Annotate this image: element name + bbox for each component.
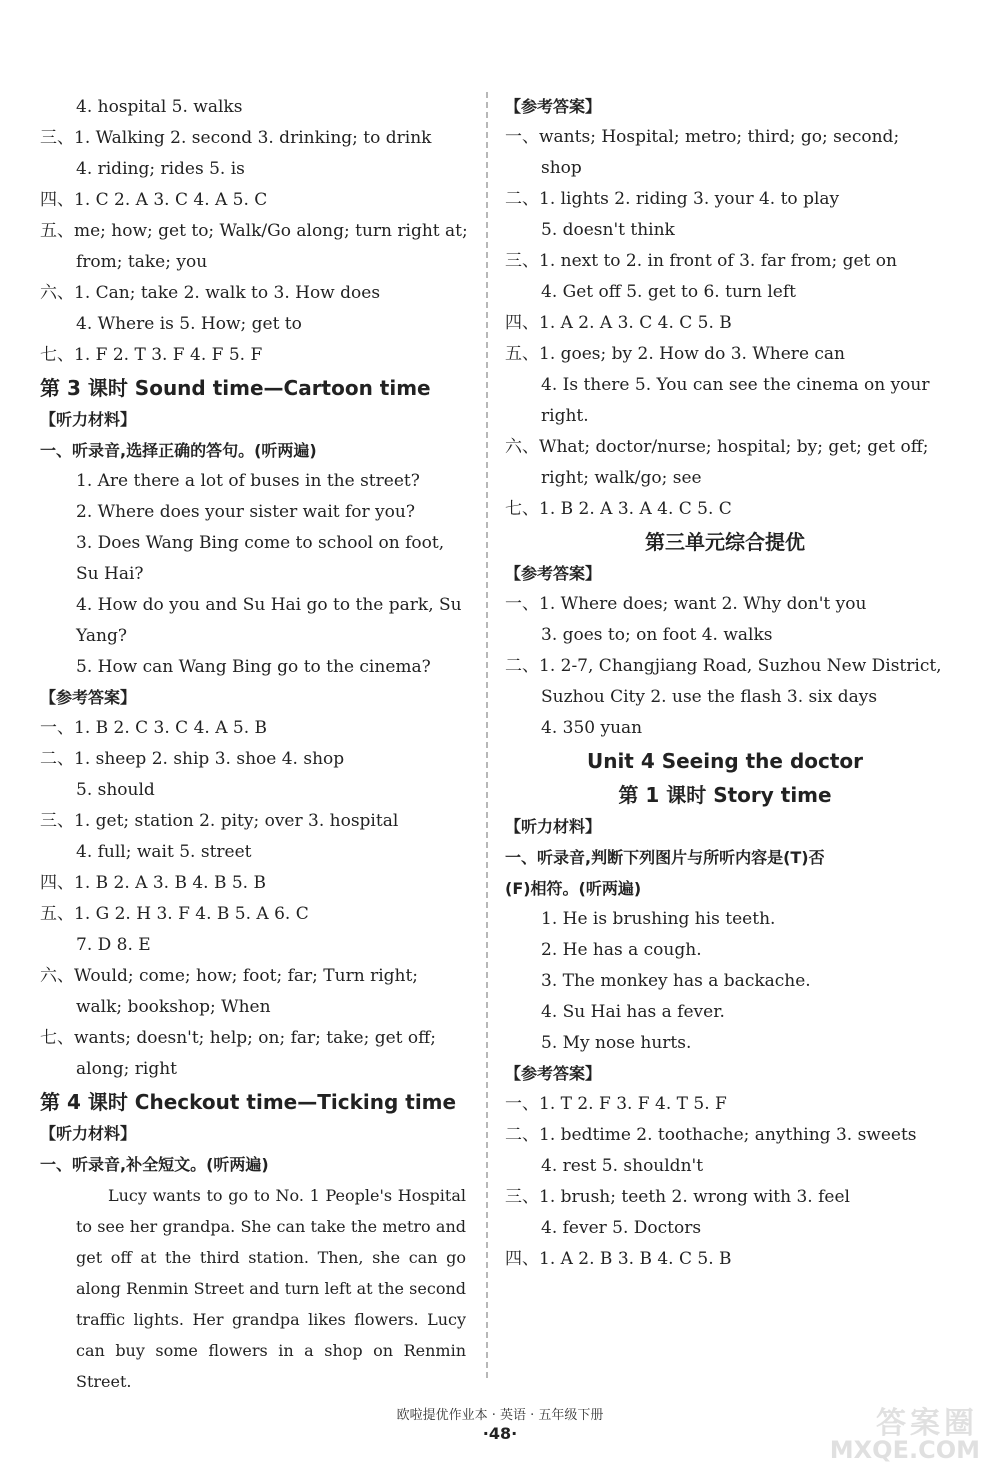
answer-line: 六、1. Can; take 2. walk to 3. How does	[40, 283, 381, 303]
answer-line: 4. rest 5. shouldn't	[541, 1156, 704, 1176]
answer-line: 三、1. brush; teeth 2. wrong with 3. feel	[505, 1187, 850, 1207]
answer-line: 四、1. B 2. A 3. B 4. B 5. B	[40, 873, 266, 893]
footer-book-title: 欧啦提优作业本 · 英语 · 五年级下册	[396, 1408, 604, 1423]
answer-line: 四、1. A 2. A 3. C 4. C 5. B	[505, 313, 732, 333]
answer-line: right; walk/go; see	[541, 468, 702, 488]
answer-line: 六、Would; come; how; foot; far; Turn right;	[40, 966, 419, 986]
answer-line: 4. fever 5. Doctors	[541, 1218, 702, 1238]
answer-line: 五、1. G 2. H 3. F 4. B 5. A 6. C	[40, 904, 309, 924]
answer-line: 2. He has a cough.	[541, 940, 702, 960]
answer-line: shop	[541, 158, 582, 178]
section-heading: 第 4 课时 Checkout time—Ticking time	[40, 1090, 457, 1114]
answer-line: 三、1. Walking 2. second 3. drinking; to drink	[40, 128, 432, 148]
answer-line: 1. Are there a lot of buses in the street?	[76, 471, 420, 491]
answer-line: from; take; you	[76, 252, 208, 272]
answer-line: 七、wants; doesn't; help; on; far; take; get off;	[40, 1028, 436, 1048]
section-heading: 第三单元综合提优	[645, 530, 805, 554]
answer-line: 1. He is brushing his teeth.	[541, 909, 776, 929]
answer-line: 六、What; doctor/nurse; hospital; by; get; get off;	[505, 437, 929, 457]
bracket-label: 【参考答案】	[40, 688, 137, 707]
answer-line: 四、1. C 2. A 3. C 4. A 5. C	[40, 190, 268, 210]
watermark-text: 答案圈	[876, 1406, 978, 1441]
answer-line: 一、wants; Hospital; metro; third; go; second;	[505, 127, 900, 147]
answer-line: 一、1. Where does; want 2. Why don't you	[505, 594, 867, 614]
bracket-label: 【听力材料】	[505, 817, 602, 836]
answer-line: 5. How can Wang Bing go to the cinema?	[76, 657, 431, 677]
question-prompt: (F)相符。(听两遍)	[505, 879, 642, 898]
answer-line: 5. My nose hurts.	[541, 1033, 692, 1053]
answer-line: 3. Does Wang Bing come to school on foot,	[76, 533, 445, 553]
watermark-url: MXQE.COM	[829, 1436, 980, 1464]
section-heading: Unit 4 Seeing the doctor	[586, 749, 864, 773]
answer-line: 4. Is there 5. You can see the cinema on your	[541, 375, 930, 395]
answer-line: 4. full; wait 5. street	[76, 842, 252, 862]
listening-passage: Lucy wants to go to No. 1 People's Hospital to see her grandpa. She can take the metro and get off at the third station. Then, she can go along Renmin Street and turn left at the second traffic lights. Her grandpa likes flowers. Lucy can buy some flowers in a shop on Renmin Street.	[76, 1186, 466, 1391]
bracket-label: 【参考答案】	[505, 564, 602, 583]
answer-line: Su Hai?	[76, 564, 144, 584]
answer-line: 二、1. lights 2. riding 3. your 4. to play	[505, 189, 840, 209]
answer-line: 4. riding; rides 5. is	[76, 159, 245, 179]
answer-line: Suzhou City 2. use the flash 3. six days	[541, 687, 878, 707]
watermark-logo	[766, 1398, 986, 1468]
answer-line: 4. How do you and Su Hai go to the park, Su	[76, 595, 462, 615]
bracket-label: 【听力材料】	[40, 1124, 137, 1143]
section-heading: 第 3 课时 Sound time—Cartoon time	[40, 376, 431, 400]
bracket-label: 【听力材料】	[40, 410, 137, 429]
answer-line: 五、me; how; get to; Walk/Go along; turn right at;	[40, 221, 468, 241]
left-column	[40, 92, 470, 1397]
answer-line: 三、1. get; station 2. pity; over 3. hospital	[40, 811, 399, 831]
answer-line: 四、1. A 2. B 3. B 4. C 5. B	[505, 1249, 732, 1269]
answer-line: 一、1. B 2. C 3. C 4. A 5. B	[40, 718, 268, 738]
answer-line: walk; bookshop; When	[76, 997, 271, 1017]
answer-line: right.	[541, 406, 589, 426]
answer-line: 三、1. next to 2. in front of 3. far from; get on	[505, 251, 897, 271]
answer-line: 4. 350 yuan	[541, 718, 643, 738]
answer-line: 4. hospital 5. walks	[76, 97, 243, 117]
answer-line: 五、1. goes; by 2. How do 3. Where can	[505, 344, 846, 364]
answer-line: 4. Where is 5. How; get to	[76, 314, 302, 334]
answer-line: 二、1. bedtime 2. toothache; anything 3. sweets	[505, 1125, 917, 1145]
answer-line: 7. D 8. E	[76, 935, 151, 955]
answer-line: 5. should	[76, 780, 155, 800]
answer-line: Yang?	[76, 626, 127, 646]
question-prompt: 一、听录音,判断下列图片与所听内容是(T)否	[505, 848, 825, 867]
answer-line: 4. Get off 5. get to 6. turn left	[541, 282, 796, 302]
answer-line: 4. Su Hai has a fever.	[541, 1002, 725, 1022]
answer-line: 二、1. 2-7, Changjiang Road, Suzhou New District,	[505, 656, 942, 676]
answer-line: 七、1. F 2. T 3. F 4. F 5. F	[40, 345, 263, 365]
question-prompt: 一、听录音,选择正确的答句。(听两遍)	[40, 441, 317, 460]
question-prompt: 一、听录音,补全短文。(听两遍)	[40, 1155, 269, 1174]
bracket-label: 【参考答案】	[505, 1064, 602, 1083]
bracket-label: 【参考答案】	[505, 97, 602, 116]
answer-line: 2. Where does your sister wait for you?	[76, 502, 415, 522]
column-divider	[486, 92, 488, 1378]
right-column	[505, 92, 945, 1275]
section-heading: 第 1 课时 Story time	[618, 783, 832, 807]
answer-line: 一、1. T 2. F 3. F 4. T 5. F	[505, 1094, 727, 1114]
answer-line: 二、1. sheep 2. ship 3. shoe 4. shop	[40, 749, 345, 769]
answer-line: 七、1. B 2. A 3. A 4. C 5. C	[505, 499, 732, 519]
answer-line: 3. The monkey has a backache.	[541, 971, 811, 991]
page-number: ·48·	[482, 1424, 518, 1443]
answer-line: along; right	[76, 1059, 177, 1079]
answer-line: 3. goes to; on foot 4. walks	[541, 625, 773, 645]
answer-line: 5. doesn't think	[541, 220, 675, 240]
